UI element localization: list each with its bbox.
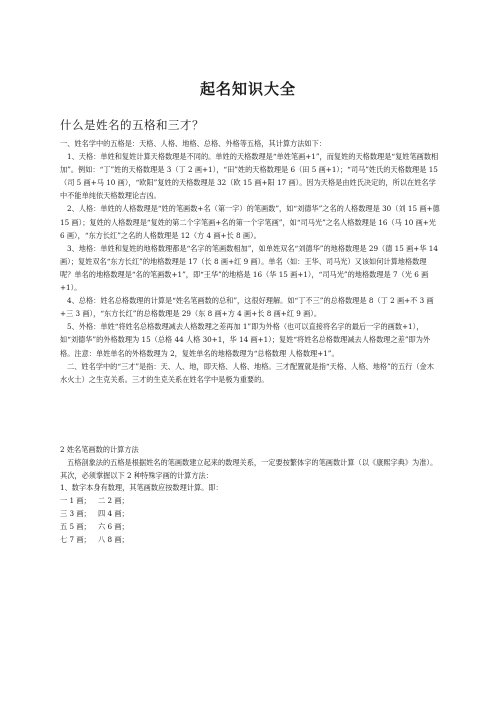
number-cell: 八 8 画； (98, 534, 129, 544)
page-title: 起名知识大全 (199, 80, 296, 98)
number-cell: 六 6 画； (98, 521, 129, 531)
number-cell: 一 1 画； (60, 496, 91, 506)
number-row (60, 495, 440, 508)
section-1-body (60, 137, 440, 386)
section-heading: 什么是姓名的五格和三才？ (60, 118, 204, 132)
section-2-body (60, 444, 440, 546)
paragraph-tiange: 1、天格：单姓和复姓计算天格数理是不同的。单姓的天格数理是“单姓笔画+1”，而复姓的天格数理是“复姓笔画数相加”。例如：“丁”姓的天格数理是 3（丁 2 画+1），“田”姓的天格数理是 6（田 5 画+1）；“司马”姓氏的天格数理是 15（司 5 画+马 10 画），“欧阳”复姓的天格数理是 32（欧 15 画+阳 17 画）。因为天格是由姓氏决定的，所以在姓名学中不能单纯依天格数理论吉凶。 (60, 152, 439, 201)
number-cell: 五 5 画； (60, 521, 91, 531)
number-cell: 四 4 画； (98, 508, 129, 518)
number-cell: 二 2 画； (98, 496, 129, 506)
section-2-paragraph: 五格剖象法的五格是根据姓名的笔画数建立起来的数理关系，一定要按繁体字的笔画数计算（以《康熙字典》为准）。其次，必须掌握以下 2 种特殊字画的计算方法： (60, 457, 438, 480)
number-cell: 七 7 画； (60, 534, 91, 544)
paragraph-dige: 3、地格：单姓和复姓的地格数理都是“名字的笔画数相加”，如单姓双名“刘德华”的地格数理是 29（德 15 画+华 14 画）；复姓双名“东方长红”的地格数理是 17（长 8 画+红 9 画）。单名（如：王华、司马光）又该如何计算地格数理呢？单名的地格数理是“名的笔画数+1”，即“王华”的地格是 16（华 15 画+1），“司马光”的地格数理是 7（光 6 画+1）。 (60, 243, 438, 293)
number-cell: 三 3 画； (60, 508, 91, 518)
section-2-heading: 2 姓名笔画数的计算方法 (60, 445, 139, 454)
paragraph-zongge: 4、总格：姓名总格数理的计算是“姓名笔画数的总和”，这很好理解。如“丁不三”的总格数理是 8（丁 2 画+不 3 画+三 3 画），“东方长红”的总格数理是 29（东 8 画+方 4 画+长 8 画+红 9 画）。 (60, 296, 434, 319)
section-2-rule-1: 1、数字本身有数理，其笔画数应按数理计算。即： (60, 483, 223, 493)
intro-paragraph: 一、姓名学中的五格是：天格、人格、地格、总格、外格等五格，其计算方法如下： (60, 139, 326, 148)
paragraph-renge: 2、人格：单姓的人格数理是“姓的笔画数+名（第一字）的笔画数”，如“刘德华”之名的人格数理是 30（刘 15 画+德 15 画）；复姓的人格数理是“复姓的第二个字笔画+名的第一个字笔画”，如“司马光”之名人格数理是 16（马 10 画+光 6 画），“东方长红”之名的人格数理是 12（方 4 画+长 8 画）。 (60, 204, 440, 240)
number-row (60, 508, 440, 521)
paragraph-waige: 5、外格：单姓“将姓名总格数理减去人格数理之差再加 1”即为外格（也可以直接将名字的最后一字的画数+1），如“刘德华”的外格数理为 15（总格 44 人格 30+1，华 14 画+1）；复姓“将姓名总格数理减去人格数理之差”即为外格。注意：单姓单名的外格数理为 2，复姓单名的地格数理为“总格数理 人格数理+1”。 (60, 322, 431, 358)
number-row (60, 534, 440, 547)
paragraph-sancai: 二、姓名学中的“三才”是指：天、人、地，即天格、人格、地格。三才配置就是指“天格、人格、地格”的五行（金木水火土）之生克关系。三才的生克关系在姓名学中是极为重要的。 (60, 361, 434, 384)
number-row (60, 521, 440, 534)
